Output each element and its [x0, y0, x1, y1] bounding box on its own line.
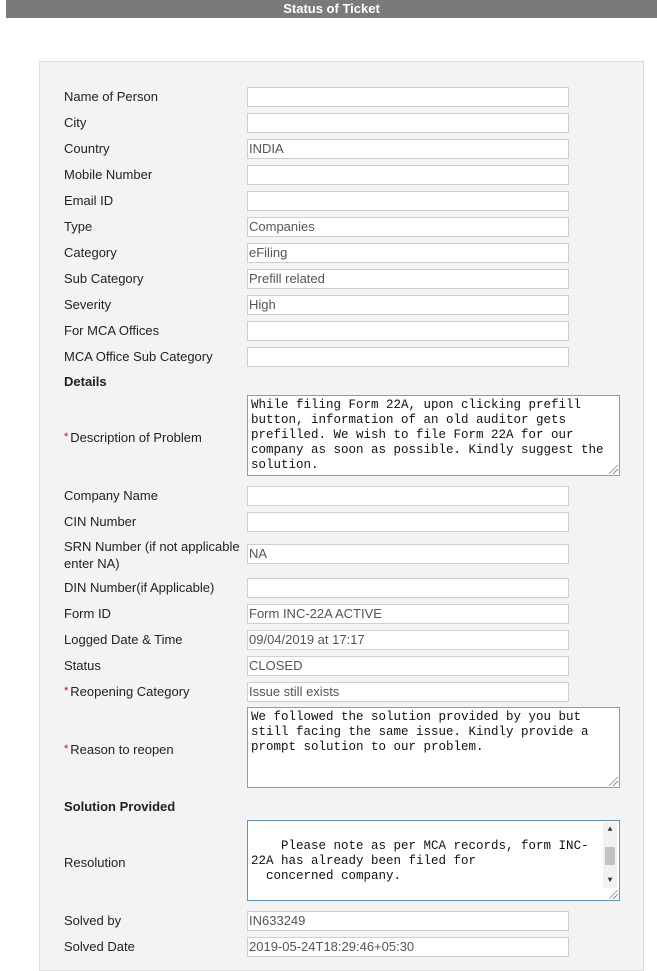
resize-handle-icon[interactable]: [609, 777, 618, 786]
country-label: Country: [64, 141, 110, 156]
reason-textarea[interactable]: [247, 707, 620, 788]
category-label: Category: [64, 245, 117, 260]
reopen-category-label-text: Reopening Category: [70, 684, 190, 699]
subcategory-label: Sub Category: [64, 271, 144, 286]
severity-field[interactable]: High: [247, 295, 569, 315]
email-field[interactable]: [247, 191, 569, 211]
email-label: Email ID: [64, 193, 114, 208]
company-name-label: Company Name: [64, 488, 158, 503]
required-marker: *: [64, 743, 69, 755]
din-field[interactable]: [247, 578, 569, 598]
solution-heading: Solution Provided: [64, 799, 176, 814]
reason-text: We followed the solution provided by you but still facing the same issue. Kindly provide a prompt solution to our problem.: [251, 710, 597, 754]
reason-label-text: Reason to reopen: [70, 742, 174, 757]
mca-office-sub-label: MCA Office Sub Category: [64, 349, 213, 364]
description-label: [64, 429, 202, 446]
resolution-label: Resolution: [64, 855, 126, 870]
form-id-label: Form ID: [64, 606, 111, 621]
mca-office-sub-field[interactable]: [247, 347, 569, 367]
reason-label: [64, 741, 174, 758]
scroll-down-arrow-icon[interactable]: ▼: [607, 876, 613, 885]
form-id-field[interactable]: Form INC-22A ACTIVE: [247, 604, 569, 624]
scroll-up-arrow-icon[interactable]: ▲: [607, 825, 613, 834]
status-label: Status: [64, 658, 101, 673]
srn-label: SRN Number (if not applicable enter NA): [64, 539, 240, 571]
country-field[interactable]: INDIA: [247, 139, 569, 159]
city-label: City: [64, 115, 87, 130]
mca-offices-field[interactable]: [247, 321, 569, 341]
details-heading: Details: [64, 374, 107, 389]
required-marker: *: [64, 431, 69, 443]
reopen-category-field[interactable]: Issue still exists: [247, 682, 569, 702]
required-marker: *: [64, 685, 69, 697]
resolution-text: Please note as per MCA records, form INC-22A has already been filed for concerned company.: [251, 839, 589, 883]
din-label: DIN Number(if Applicable): [64, 580, 215, 595]
page-title: Status of Ticket: [6, 0, 657, 18]
resize-handle-icon[interactable]: [609, 890, 618, 899]
solved-by-label: Solved by: [64, 913, 122, 928]
cin-field[interactable]: [247, 512, 569, 532]
mobile-field[interactable]: [247, 165, 569, 185]
subcategory-field[interactable]: Prefill related: [247, 269, 569, 289]
resolution-textarea[interactable]: [247, 820, 620, 901]
logged-field[interactable]: 09/04/2019 at 17:17: [247, 630, 569, 650]
severity-label: Severity: [64, 297, 111, 312]
solved-date-field[interactable]: 2019-05-24T18:29:46+05:30: [247, 937, 569, 957]
resize-handle-icon[interactable]: [609, 465, 618, 474]
reopen-category-label: [64, 683, 190, 700]
city-field[interactable]: [247, 113, 569, 133]
solved-date-label: Solved Date: [64, 939, 135, 954]
solved-by-field[interactable]: IN633249: [247, 911, 569, 931]
status-field[interactable]: CLOSED: [247, 656, 569, 676]
description-label-text: Description of Problem: [70, 430, 202, 445]
category-field[interactable]: eFiling: [247, 243, 569, 263]
mobile-label: Mobile Number: [64, 167, 153, 182]
name-field[interactable]: [247, 87, 569, 107]
description-text: While filing Form 22A, upon clicking prefill button, information of an old auditor gets prefilled. We wish to file Form 22A for our company as soon as possible. Kindly suggest the solution.: [251, 398, 612, 472]
mca-offices-label: For MCA Offices: [64, 323, 160, 338]
cin-label: CIN Number: [64, 514, 137, 529]
type-field[interactable]: Companies: [247, 217, 569, 237]
type-label: Type: [64, 219, 93, 234]
description-textarea[interactable]: [247, 395, 620, 476]
name-label: Name of Person: [64, 89, 158, 104]
scroll-thumb[interactable]: [605, 847, 615, 865]
srn-field[interactable]: NA: [247, 544, 569, 564]
logged-label: Logged Date & Time: [64, 632, 183, 647]
company-name-field[interactable]: [247, 486, 569, 506]
resolution-scrollbar[interactable]: [603, 823, 617, 888]
